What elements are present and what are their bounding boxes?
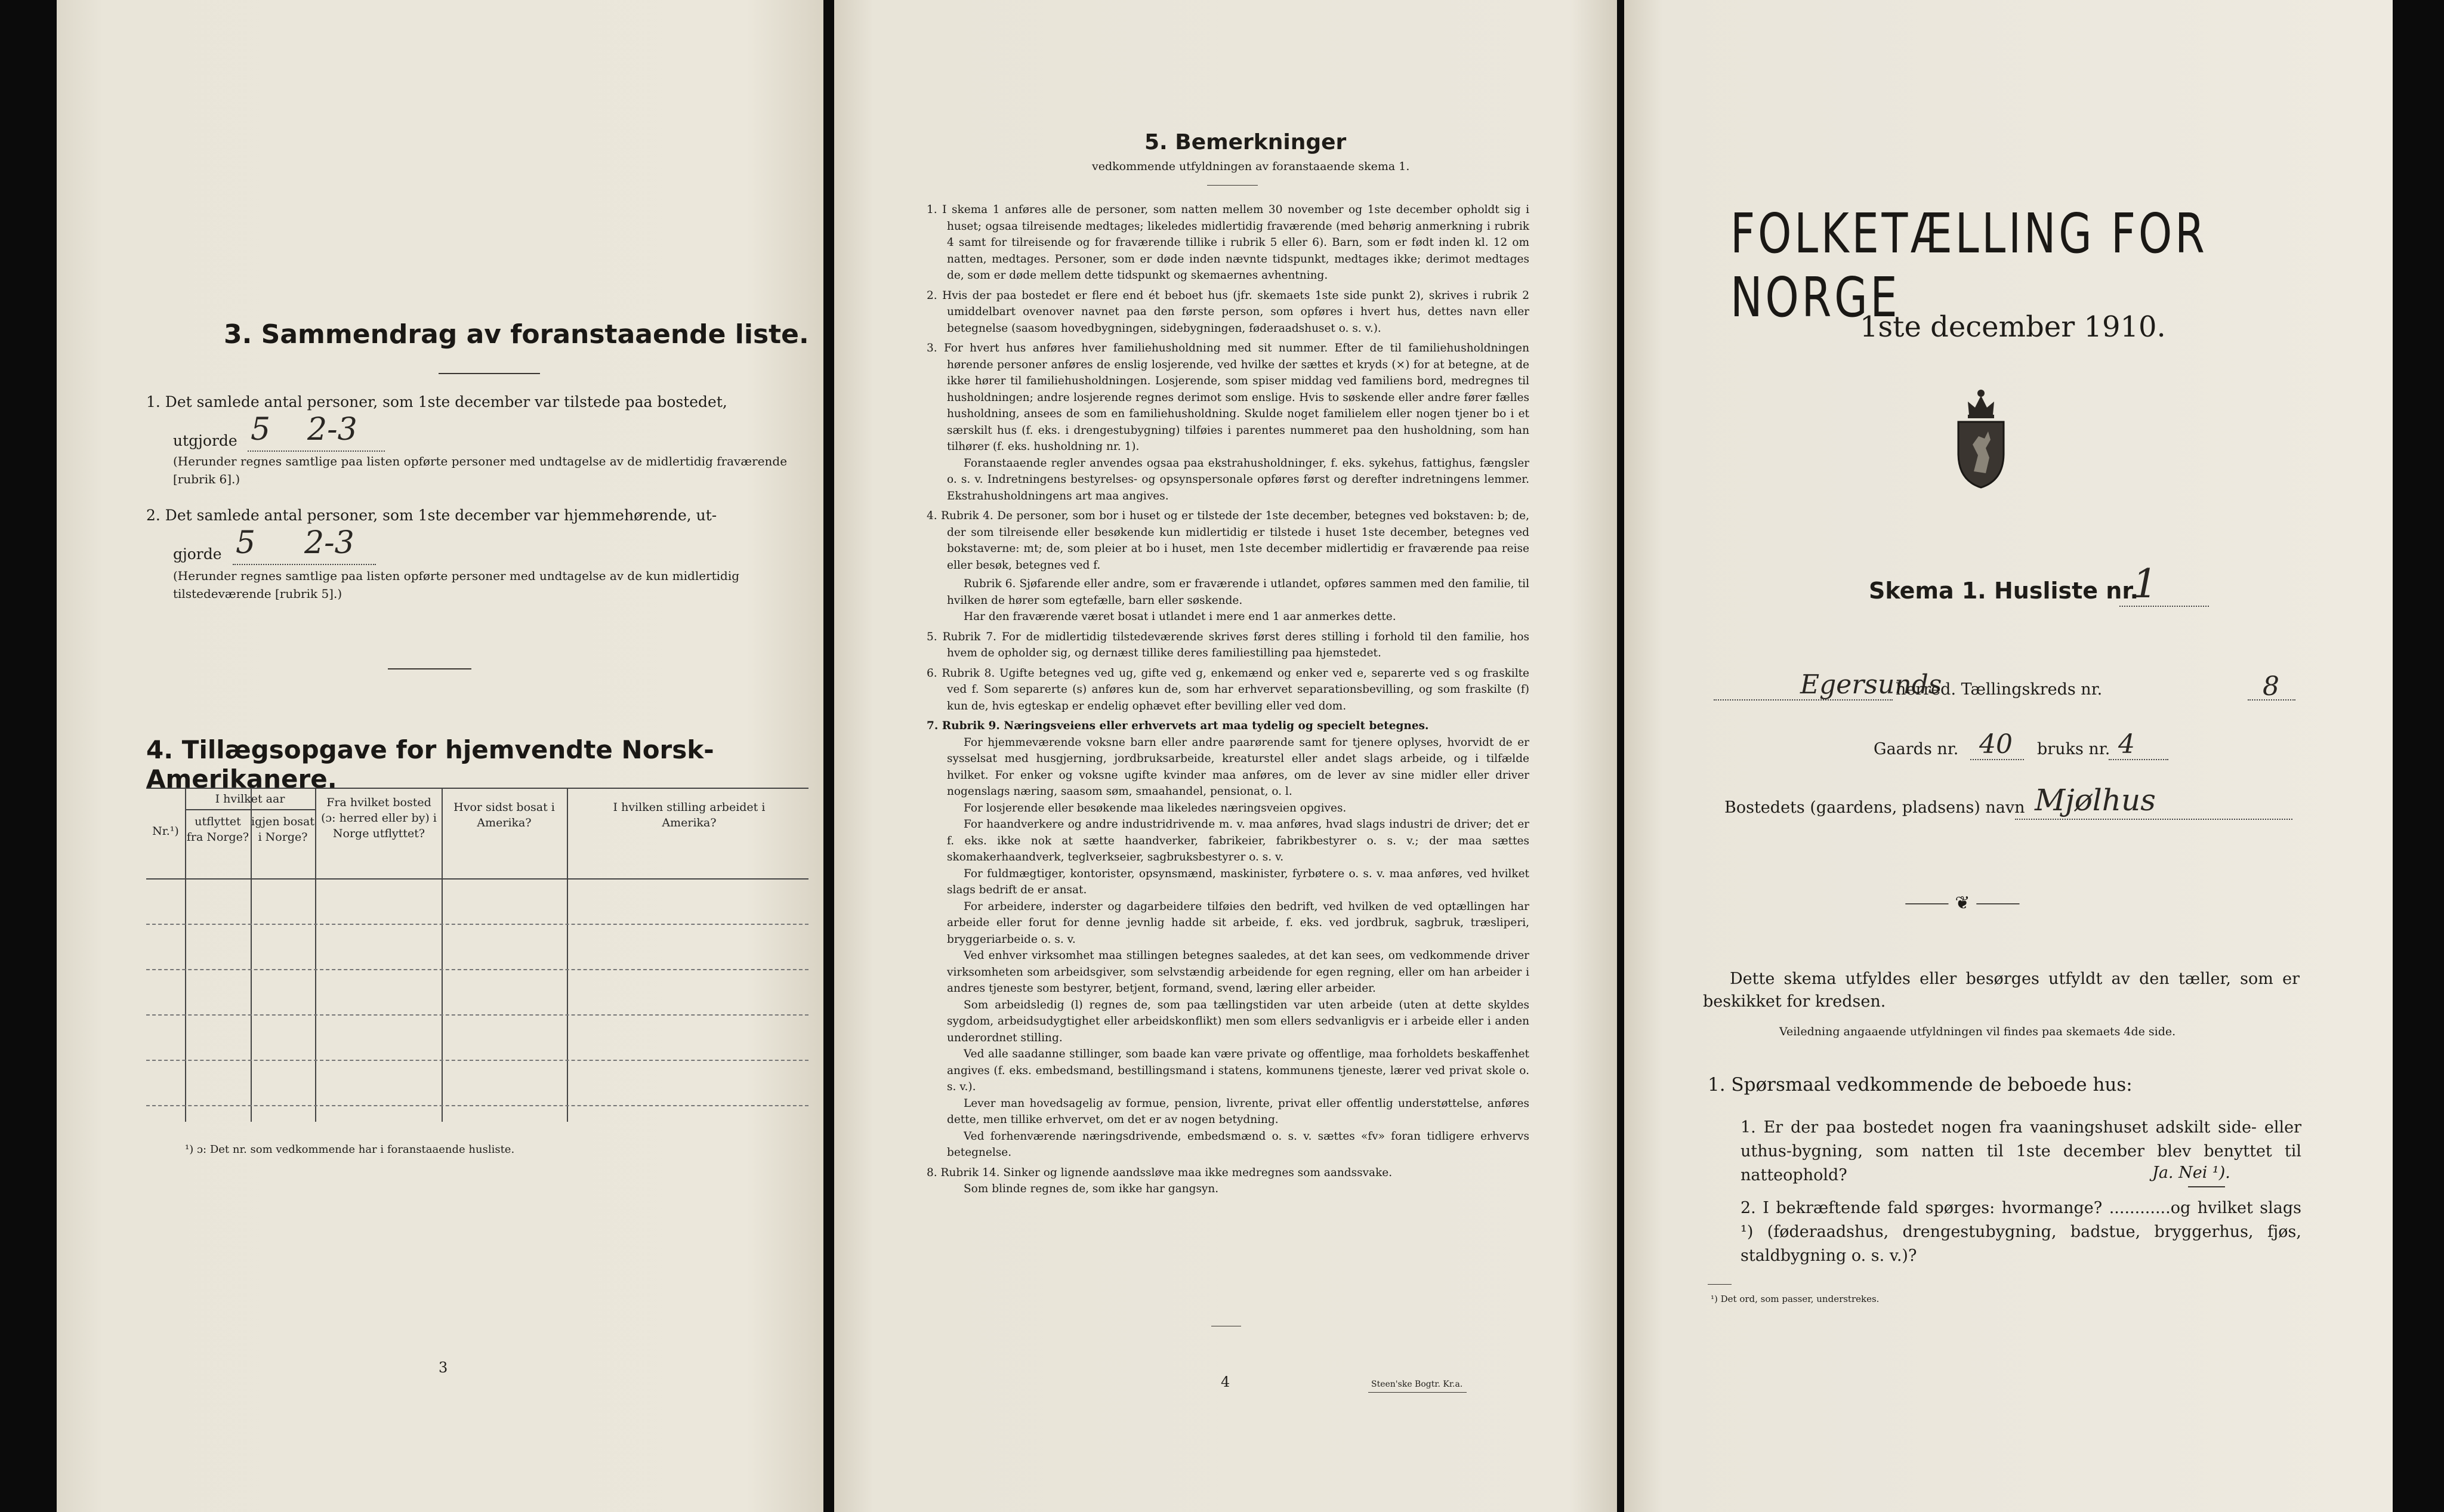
page-number: 4	[1221, 1374, 1230, 1390]
fill-line	[1970, 759, 2024, 760]
section-3-title: 3. Sammendrag av foranstaaende liste.	[224, 319, 809, 350]
census-date: 1ste december 1910.	[1860, 310, 2166, 344]
divider	[1207, 185, 1258, 186]
table-col-line	[442, 788, 443, 1122]
fill-line	[233, 564, 376, 565]
bosted-label: Bostedets (gaardens, pladsens) navn	[1724, 798, 2025, 817]
item-1-label: utgjorde	[173, 432, 237, 449]
remark-item: 5. Rubrik 7. For de midlertidig tilstedeværende skrives først deres stilling i forhold til den familie, hos hvem de opholder sig, og dernæst tillike deres familiestilling paa hjemstedet.	[927, 630, 1529, 659]
printer-imprint: Steen'ske Bogtr. Kr.a.	[1371, 1380, 1463, 1389]
page-number: 3	[439, 1359, 448, 1376]
remark-item: 1. I skema 1 anføres alle de personer, som natten mellem 30 november og 1ste december opholdt sig i huset; ogsaa tilreisende medtages; likeledes midlertidig fraværende (med behørig anmerkning i rubrik 4 samt for tilreisende og for fraværende tillike i rubrik 5 eller 6). Barn, som er født inden kl. 12 om natten, medtages. Personer, som er døde inden nævnte tidspunkt, medtages ikke; derimot medtages de, som er døde mellem dette tidspunkt og skemaernes avhentning.	[927, 203, 1529, 282]
remark-item: Som blinde regnes de, som ikke har gangsyn.	[964, 1183, 1219, 1195]
husliste-nr: 1	[2133, 561, 2158, 607]
question-2: 2. I bekræftende fald spørges: hvormange? ............og hvilket slags ¹) (føderaadshus, drengestubygning, badstue, bryggerhus, fjøs, staldbygning o. s. v.)?	[1741, 1199, 2301, 1265]
herred-label: herred. Tællingskreds nr.	[1896, 680, 2103, 699]
question-1: 1. Er der paa bostedet nogen fra vaaningshuset adskilt side- eller uthus-bygning, som natten til 1ste december blev benyttet til natteophold?	[1741, 1118, 2301, 1184]
gaards-nr: 40	[1979, 729, 2013, 760]
kreds-nr: 8	[2263, 671, 2279, 702]
question-1-answer: Ja. Nei ¹).	[2152, 1164, 2230, 1182]
remark-item: For haandverkere og andre industridrivende m. v. maa anføres, hvad slags industri de driver; det er f. eks. ikke nok at sætte haandverker, fabrikeier, fabrikbestyrer o. s. v.; der maa sættes skomakerhaandverk, teglverkseier, sagbruksbestyrer o. s. v.	[947, 818, 1529, 863]
bruks-label: bruks nr.	[2037, 740, 2110, 758]
remark-item: Ved alle saadanne stillinger, som baade kan være private og offentlige, maa forholdets beskaffenhet angives (f. eks. embedsmand, bestillingsmand i statens, kommunens tjeneste, lærer ved privat skole o. s. v.).	[947, 1048, 1529, 1093]
header-igjen: igjen bosat i Norge?	[251, 815, 314, 844]
fill-line	[2109, 759, 2168, 760]
intro-note: Veiledning angaaende utfyldningen vil findes paa skemaets 4de side.	[1779, 1025, 2176, 1038]
bosted-name: Mjølhus	[2035, 783, 2156, 817]
ornament-icon: ⸻ ❦ ⸻	[1905, 893, 2020, 914]
fill-line	[2248, 699, 2295, 701]
remark-item: Ved forhenværende næringsdrivende, embedsmænd o. s. v. sættes «fv» foran tidligere erhvervs betegnelse.	[947, 1130, 1529, 1159]
remark-item: 7. Rubrik 9. Næringsveiens eller erhvervets art maa tydelig og specielt betegnes.	[927, 720, 1429, 732]
item-2-text: 2. Det samlede antal personer, som 1ste december var hjemmehørende, ut-	[146, 507, 717, 524]
table-top-rule	[146, 788, 809, 789]
divider	[439, 373, 540, 374]
table-group-rule	[185, 809, 315, 810]
remark-item: Har den fraværende været bosat i utlandet i mere end 1 aar anmerkes dette.	[964, 610, 1396, 623]
remark-item: For arbeidere, inderster og dagarbeidere tilføies den bedrift, ved hvilken de ved optællingen har arbeide eller forut for denne jevnlig hadde sit arbeide, f. eks. ved jordbruk, sagbruk, træsliperi, bryggeriarbeide o. s. v.	[947, 900, 1529, 946]
divider	[388, 668, 471, 669]
fill-line	[2015, 819, 2292, 820]
header-stilling: I hvilken stilling arbeidet i Amerika?	[613, 801, 766, 829]
census-title: FOLKETÆLLING FOR NORGE	[1730, 202, 2208, 329]
section-4-title: 4. Tillægsopgave for hjemvendte Norsk-Amerikanere.	[146, 735, 714, 794]
page-4	[834, 0, 1617, 1512]
table-footnote: ¹) ɔ: Det nr. som vedkommende har i foranstaaende husliste.	[185, 1143, 515, 1156]
table-col-line	[567, 788, 568, 1122]
item-2-label: gjorde	[173, 545, 222, 563]
header-utflyttet: utflyttet fra Norge?	[186, 815, 249, 844]
header-nr: Nr.¹)	[152, 825, 179, 838]
item-2-handwritten-b: 2-3	[304, 525, 354, 561]
remark-item: For hjemmeværende voksne barn eller andre paarørende samt for tjenere oplyses, hvorvidt de er sysselsat med husgjerning, jordbruksarbeide, kreaturstel eller andet slags arbeide, og i tilfælde hvilket. For enker og voksne ugifte kvinder maa anføres, om de lever av sine midler eller driver nogenslags næring, saasom søm, smaahandel, pensionat, o. l.	[947, 736, 1529, 798]
remarks-list	[927, 202, 1529, 1198]
header-fra-bosted: Fra hvilket bosted (ɔ: herred eller by) i Norge utflyttet?	[321, 796, 437, 840]
page-3	[57, 0, 823, 1512]
item-1-handwritten-a: 5	[251, 412, 271, 448]
remark-item: Foranstaaende regler anvendes ogsaa paa ekstrahusholdninger, f. eks. sykehus, fattighus, fængsler o. s. v. Indretningens bestyrelses- og opsynspersonale opføres først og derefter indretningens lemmer. Ekstrahusholdningens art maa angives.	[947, 456, 1529, 502]
gaards-label: Gaards nr.	[1874, 740, 1959, 758]
item-1-text: 1. Det samlede antal personer, som 1ste december var tilstede paa bostedet,	[146, 393, 727, 411]
intro-text: Dette skema utfyldes eller besørges utfyldt av den tæller, som er beskikket for kredsen.	[1703, 970, 2300, 1011]
table-col-line	[315, 788, 316, 1122]
table-row	[146, 1014, 809, 1016]
remark-item: For losjerende eller besøkende maa likeledes næringsveien opgives.	[964, 801, 1347, 814]
table-row	[146, 969, 809, 970]
table-row	[146, 1105, 809, 1106]
footnote: ¹) Det ord, som passer, understrekes.	[1711, 1294, 1880, 1304]
norsk-amerikaner-table	[146, 788, 809, 1122]
table-header-rule	[146, 878, 809, 880]
table-row	[146, 924, 809, 925]
bruks-nr: 4	[2118, 729, 2135, 760]
coat-of-arms-icon	[1951, 385, 2011, 489]
item-1-handwritten-b: 2-3	[307, 412, 357, 448]
remark-item: Som arbeidsledig (l) regnes de, som paa tællingstiden var uten arbeide (uten at dette skyldes sygdom, arbeidsudygtighet eller arbeidskonflikt) men som ellers sedvanligvis er i arbeide eller i anden underordnet stilling.	[947, 998, 1529, 1044]
remark-item: Rubrik 6. Sjøfarende eller andre, som er fraværende i utlandet, opføres sammen med den familie, til hvilken de hører som egtefælle, barn eller søskende.	[947, 578, 1529, 607]
item-2-note: (Herunder regnes samtlige paa listen opførte personer med undtagelse av de kun midlertidig tilstedeværende [rubrik 5].)	[173, 569, 740, 601]
fill-line	[248, 450, 385, 452]
remarks-subtitle: vedkommende utfyldningen av foranstaaende skema 1.	[1092, 160, 1410, 173]
nei-underline	[2188, 1186, 2225, 1187]
remark-item: 6. Rubrik 8. Ugifte betegnes ved ug, gifte ved g, enkemænd og enker ved e, separerte ved s og fraskilte ved f. Som separerte (s) anføres kun de, som har erhvervet separationsbevilling, og som fraskilte (f) kun de, hvis egteskap er endelig ophævet efter bevilling eller ved dom.	[927, 666, 1529, 712]
questions-heading: 1. Spørsmaal vedkommende de beboede hus:	[1708, 1074, 2133, 1096]
page-1-cover	[1624, 0, 2393, 1512]
divider	[1368, 1392, 1467, 1393]
remark-item: For fuldmægtiger, kontorister, opsynsmænd, maskinister, fyrbøtere o. s. v. maa anføres, ved hvilket slags bedrift de er ansat.	[947, 867, 1529, 896]
header-group: I hvilket aar	[215, 792, 285, 806]
remark-item: 8. Rubrik 14. Sinker og lignende aandssløve maa ikke medregnes som aandssvake.	[927, 1166, 1393, 1179]
remark-item: Ved enhver virksomhet maa stillingen betegnes saaledes, at det kan sees, om vedkommende driver virksomheten som arbeidsgiver, som selvstændig arbeidende for egen regning, eller om han arbeider i andres tjeneste som bestyrer, betjent, formand, svend, læring eller arbeider.	[947, 949, 1529, 995]
header-sidst-bosat: Hvor sidst bosat i Amerika?	[453, 801, 555, 829]
remark-item: Lever man hovedsagelig av formue, pension, livrente, privat eller offentlig understøttelse, anføres dette, men tillike erhvervet, om det er av nogen betydning.	[947, 1097, 1529, 1126]
item-1-note: (Herunder regnes samtlige paa listen opførte personer med undtagelse av de midlertidig fraværende [rubrik 6].)	[173, 454, 788, 486]
remark-item: 4. Rubrik 4. De personer, som bor i huset og er tilstede der 1ste december, betegnes ved bokstaven: b; de, der som tilreisende eller besøkende kun midlertidig er tilstede i huset 1ste december, betegnes ved bokstaverne: mt; de, som pleier at bo i huset, men 1ste december midlertidig er fraværende paa reise eller besøk, betegnes ved f.	[927, 510, 1529, 572]
remarks-title: 5. Bemerkninger	[1144, 130, 1347, 155]
table-row	[146, 1060, 809, 1061]
remark-item: 3. For hvert hus anføres hver familiehusholdning med sit nummer. Efter de til familiehusholdningen hørende personer anføres de enslig losjerende, ved hvilke der sættes et kryds (×) for at betegne, at de ikke hører til familiehusholdningen. Losjerende, som spiser middag ved familiens bord, medregnes til husholdningen; andre losjerende regnes derimot som enslige. Hvis to søskende eller andre fører fælles husholdning, ansees de som en familiehusholdning. Skulde noget familielem eller nogen tjener bo i et særskilt hus (f. eks. i drengestubygning) tilføies i parentes nummeret paa den husholdning, som han tilhører (f. eks. husholdning nr. 1).	[927, 342, 1529, 453]
skema-label: Skema 1. Husliste nr.	[1869, 578, 2139, 604]
remark-item: 2. Hvis der paa bostedet er flere end ét beboet hus (jfr. skemaets 1ste side punkt 2), skrives i rubrik 2 umiddelbart ovenover navnet paa den første person, som opføres i hvert hus, dettes navn eller betegnelse (saasom hovedbygningen, sidebygningen, føderaadshuset o. s. v.).	[927, 289, 1529, 335]
divider	[1708, 1284, 1732, 1285]
fill-line	[2119, 606, 2209, 607]
herred-name: Egersunds	[1800, 669, 1942, 700]
item-2-handwritten-a: 5	[236, 525, 256, 561]
